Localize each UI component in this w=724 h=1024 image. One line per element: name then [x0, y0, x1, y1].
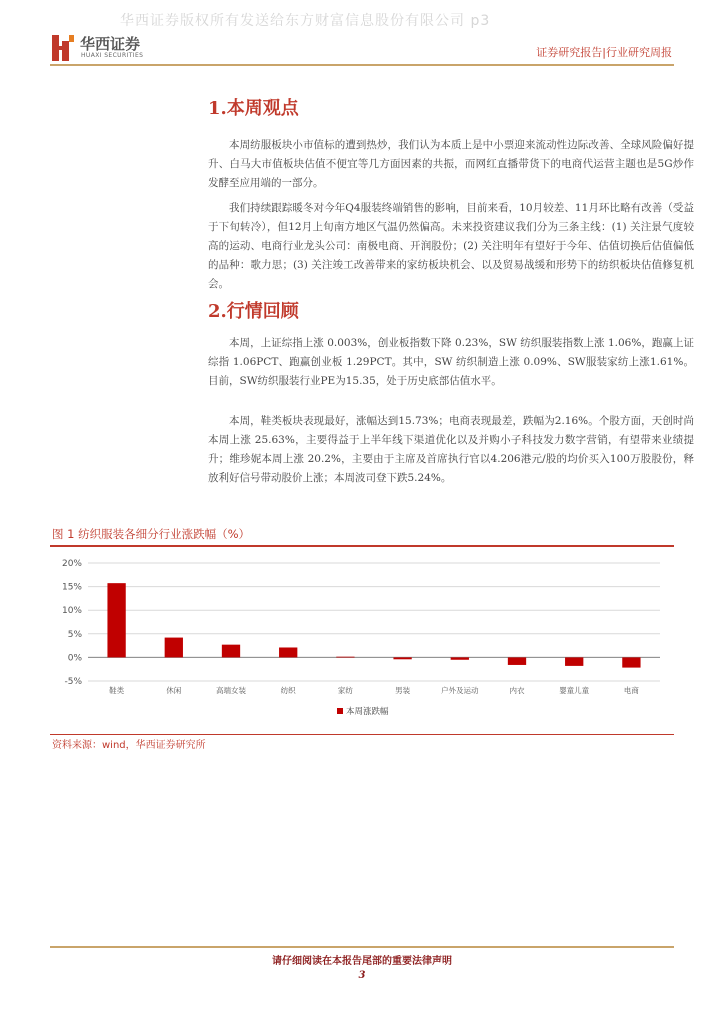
bar-0	[107, 583, 125, 657]
page-number: 3	[358, 970, 366, 981]
paragraph: 本周纺服板块小市值标的遭到热炒，我们认为本质上是中小票迎来流动性边际改善、全球风险偏好提升、白马大市值板块估值不便宜等几方面因素的共振，而网红直播带货下的电商代运营主题也是5G炒作发酵至应用端的一部分。	[208, 139, 694, 189]
watermark: 华西证券版权所有发送给东方财富信息股份有限公司 p3	[120, 13, 491, 29]
section-title-market-review: 2.行情回顾	[208, 301, 299, 322]
legend-swatch	[337, 708, 343, 714]
bar-6	[451, 657, 469, 659]
bar-chart	[50, 548, 674, 733]
x-tick-label: 户外及运动	[441, 686, 479, 695]
x-tick-label: 纺织	[280, 686, 296, 695]
y-tick-label: -5%	[64, 677, 82, 687]
bar-3	[279, 647, 297, 657]
legal-notice: 请仔细阅读在本报告尾部的重要法律声明	[272, 956, 452, 967]
logo-icon	[50, 33, 76, 63]
company-logo	[50, 33, 170, 63]
x-tick-label: 男装	[395, 686, 411, 695]
figure-bottom-rule	[50, 734, 674, 735]
y-tick-label: 20%	[61, 559, 82, 569]
figure-top-rule	[50, 545, 674, 547]
report-type: 证券研究报告|行业研究周报	[536, 46, 672, 59]
x-tick-label: 婴童儿童	[559, 686, 590, 695]
figure-source: 资料来源：wind，华西证券研究所	[52, 740, 206, 751]
x-tick-label: 电商	[623, 686, 639, 695]
chart-canvas	[50, 548, 674, 733]
y-tick-label: 5%	[67, 629, 82, 640]
x-tick-label: 家纺	[337, 686, 353, 695]
bar-2	[222, 645, 240, 658]
paragraph: 本周，鞋类板块表现最好，涨幅达到15.73%；电商表现最差，跌幅为2.16%。个股方面，天创时尚本周上涨 25.63%，主要得益于上半年线下渠道优化以及并购小子科技发力数字营销，有望带来业绩提升；维珍妮本周上涨 20.2%，主要由于主席及首席执行官以4.206港元/股的均价买入100万股股份，释放利好信号带动股价上涨；本周波司登下跌5.24%。	[208, 415, 694, 484]
header-divider	[50, 64, 674, 66]
y-tick-label: 10%	[61, 606, 82, 617]
bar-9	[622, 657, 640, 667]
footer-divider	[50, 946, 674, 948]
y-tick-label: 0%	[67, 653, 82, 664]
legend-label: 本周涨跌幅	[346, 707, 389, 717]
figure-title: 图 1 纺织服装各细分行业涨跌幅（%）	[52, 527, 251, 541]
x-tick-label: 休闲	[166, 686, 182, 695]
bar-4	[336, 657, 354, 658]
x-tick-label: 高端女装	[216, 686, 246, 695]
paragraph: 我们持续跟踪暖冬对今年Q4服装终端销售的影响，目前来看，10月较差、11月环比略有改善（受益于下旬转冷），但12月上旬南方地区气温仍然偏高。未来投资建议我们分为三条主线：(1) 关注景气度较高的运动、电商行业龙头公司：南极电商、开润股份；(2) 关注明年有望好于今年、估值切换后估值偏低的品种：歌力思；(3) 关注竣工改善带来的家纺板块机会、以及贸易战缓和形势下的纺织板块估值修复机会。	[208, 202, 694, 290]
x-tick-label: 内衣	[509, 686, 525, 695]
bar-7	[508, 657, 526, 665]
bar-8	[565, 657, 583, 665]
bar-5	[393, 657, 411, 659]
section-title-weekly-view: 1.本周观点	[208, 98, 299, 119]
paragraph: 本周，上证综指上涨 0.003%，创业板指数下降 0.23%，SW 纺织服装指数上涨 1.06%，跑赢上证综指 1.06PCT、跑赢创业板 1.29PCT。其中，SW 纺织制造上涨 0.09%、SW服装家纺上涨1.61%。目前，SW纺织服装行业PE为15.35，处于历史底部估值水平。	[208, 337, 694, 387]
y-tick-label: 15%	[61, 582, 82, 593]
logo-name-cn: 华西证券	[80, 35, 141, 53]
x-tick-label: 鞋类	[109, 686, 125, 695]
bar-1	[165, 638, 183, 658]
logo-name-en: HUAXI SECURITIES	[81, 52, 144, 59]
